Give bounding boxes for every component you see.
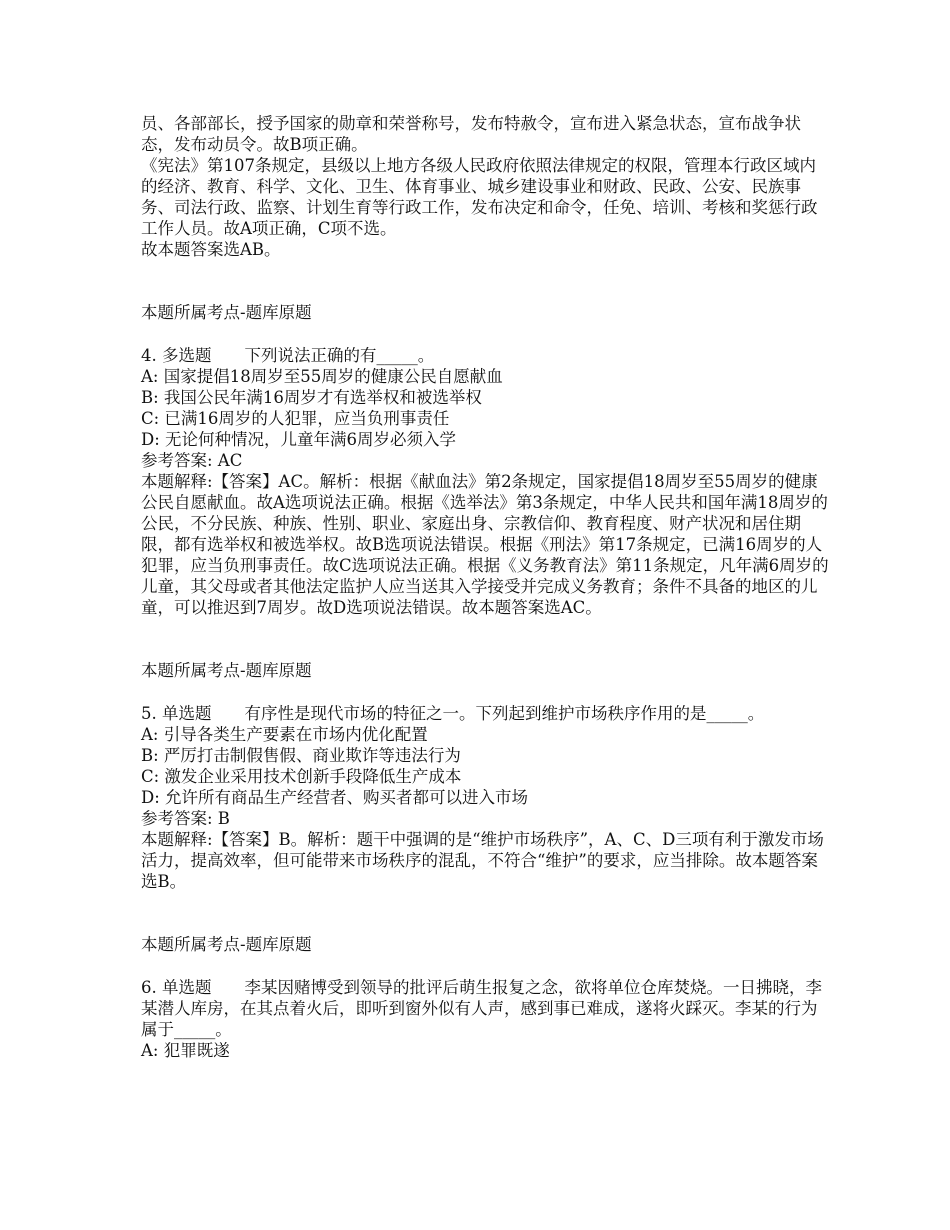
section-label: 本题所属考点-题库原题 xyxy=(141,935,312,954)
question-4-answer: 参考答案: AC xyxy=(141,451,243,470)
question-4-explanation: 本题解释:【答案】AC。解析：根据《献血法》第2条规定，国家提倡18周岁至55周岁的健康公民自愿献血。故A选项说法正确。根据《选举法》第3条规定，中华人民共和国年满18周岁的公民，不分民族、种族、性别、职业、家庭出身、宗教信仰、教育程度、财产状况和居住期限，都有选举权和被选举权。故B选项说法错误。根据《刑法》第17条规定，已满16周岁的人犯罪，应当负刑事责任。故C选项说法正确。根据《义务教育法》第11条规定，凡年满6周岁的儿童，其父母或者其他法定监护人应当送其入学接受并完成义务教育；条件不具备的地区的儿童，可以推迟到7周岁。故D选项说法错误。故本题答案选AC。 xyxy=(141,472,829,617)
question-5-option-d: D: 允许所有商品生产经营者、购买者都可以进入市场 xyxy=(141,788,529,807)
question-4-option-c: C: 已满16周岁的人犯罪，应当负刑事责任 xyxy=(141,409,450,428)
question-5-option-c: C: 激发企业采用技术创新手段降低生产成本 xyxy=(141,767,462,786)
question-6-option-a: A: 犯罪既遂 xyxy=(141,1041,230,1060)
question-5-answer: 参考答案: B xyxy=(141,809,230,828)
intro-paragraph-1: 员、各部部长，授予国家的勋章和荣誉称号，发布特赦令，宣布进入紧急状态，宣布战争状态，发布动员令。故B项正确。 xyxy=(141,114,801,154)
section-label: 本题所属考点-题库原题 xyxy=(141,661,312,680)
intro-paragraph-2: 《宪法》第107条规定，县级以上地方各级人民政府依照法律规定的权限，管理本行政区域内的经济、教育、科学、文化、卫生、体育事业、城乡建设事业和财政、民政、公安、民族事务、司法行政、监察、计划生育等行政工作，发布决定和命令，任免、培训、考核和奖惩行政工作人员。故A项正确，C项不选。 xyxy=(141,156,818,238)
question-4-option-b: B: 我国公民年满16周岁才有选举权和被选举权 xyxy=(141,388,482,407)
question-5-heading: 5. 单选题 有序性是现代市场的特征之一。下列起到维护市场秩序作用的是_____。 xyxy=(141,704,765,723)
question-6-heading: 6. 单选题 李某因赌博受到领导的批评后萌生报复之念，欲将单位仓库焚烧。一日拂晓，李某潜人库房，在其点着火后，即听到窗外似有人声，感到事已难成，遂将火踩灭。李某的行为属于_____。 xyxy=(141,978,822,1039)
document-content xyxy=(141,113,831,1061)
intro-conclusion: 故本题答案选AB。 xyxy=(141,240,281,259)
question-5-option-a: A: 引导各类生产要素在市场内优化配置 xyxy=(141,725,428,744)
question-4-heading: 4. 多选题 下列说法正确的有_____。 xyxy=(141,346,435,365)
section-label: 本题所属考点-题库原题 xyxy=(141,303,312,322)
question-5-explanation: 本题解释:【答案】B。解析：题干中强调的是“维护市场秩序”，A、C、D三项有利于激发市场活力，提高效率，但可能带来市场秩序的混乱，不符合“维护”的要求，应当排除。故本题答案选B。 xyxy=(141,830,824,891)
question-4-option-d: D: 无论何种情况，儿童年满6周岁必须入学 xyxy=(141,430,457,449)
question-4-option-a: A: 国家提倡18周岁至55周岁的健康公民自愿献血 xyxy=(141,367,503,386)
question-5-option-b: B: 严厉打击制假售假、商业欺诈等违法行为 xyxy=(141,746,461,765)
